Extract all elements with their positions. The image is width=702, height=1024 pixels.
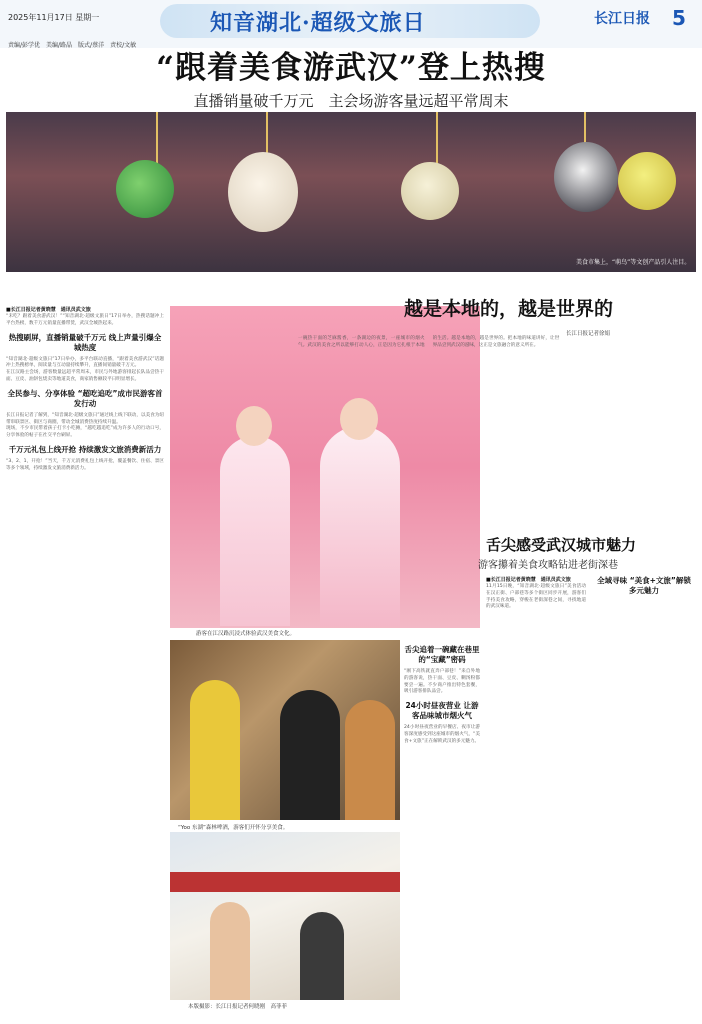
photo-market-booth [170,832,400,1000]
photo-credit: 本版摄影：长江日报记者何晓刚 高菲菲 [188,1004,288,1010]
story2-body [486,576,694,1016]
photo-caption-mid: 游客在江汉路沉浸式体验武汉美食文化。 [196,631,296,637]
main-article-column [6,306,164,1016]
story2-subhead: 游客攥着美食攻略钻进老街深巷 [478,560,618,571]
story2-column-left [404,640,480,1020]
story2-subtitle: 24小时昼夜营业 让游客品味城市烟火气 [405,701,479,721]
commentary-byline: 长江日报记者徐娟 [566,331,611,337]
article-subtitle: 热搜刷屏，直播销量破千万元 线上声量引爆全城热度 [8,332,162,352]
story2-byline: ■长江日报记者黄晓慧 通讯员武文旅 [486,577,571,583]
main-headline: “跟着美食游武汉”登上热搜 [156,50,546,86]
editor-credits: 责编/彭学优 美编/路晶 版式/蔡洋 责校/文敏 [8,42,137,49]
photo-crowd-beer [170,640,400,820]
article-paragraph: 长江日报记者了解到，“知音湖北·超级文旅日”通过线上线下联动，以美食为纽带串联景区、街区与商圈，带动全城消费热度持续升温。 [6,412,164,425]
commentary-body: 一碗热干面的芝麻酱香，一条湖边的夜景，一座城市的烟火气。武汉的美食之所以能够打动人心，正是因为它扎根于本地的生活。越是本地的，越是世界的。把本地的味道讲好，让世界品尝到武汉的滋味，这正是文旅融合的意义所在。 [298,336,560,348]
story2-subtitle: 舌尖追着一碗藏在巷里的“宝藏”密码 [404,645,480,664]
newspaper-logo: 长江日报 [594,11,650,27]
article-paragraph: 在江汉路主会场，游客数量远超平常周末，市民与外地游客排起长队品尝热干面、豆皮、油饼包烧卖等地道美食，商家销售额较平日明显增长。 [6,370,164,382]
section-title: 知音湖北·超级文旅日 [210,10,426,36]
issue-date: 2025年11月17日 星期一 [8,13,100,22]
story2-headline: 舌尖感受武汉城市魅力 [486,536,637,554]
main-subhead: 直播销量破千万元 主会场游客量远超平常周末 [193,92,509,110]
photo-caption-crowd: “Yoo 东湖”森林啤酒，游客们开怀分享美食。 [178,825,289,831]
commentary-headline: 越是本地的，越是世界的 [404,298,614,320]
photo-plush-ornaments [6,112,696,272]
article-subtitle: 全民参与、分享体验 “超吃追吃”成市民游客首发行动 [7,388,163,408]
article-paragraph: “3、2、1，开抢！”当天，千万元消费礼包上线开抢，覆盖餐饮、住宿、景区等多个领域，持续激发文旅消费新活力。 [6,458,164,471]
page-number: 5 [672,6,686,30]
story2-paragraph: 24小时昼夜营业的早餐店、夜市让游客深度感受到这座城市的烟火气，“美食+文旅”正在解锁武汉的多元魅力。 [404,725,480,744]
photo-caption-top: 美食市集上，“萌鸟”等文创产品引人注目。 [576,259,691,266]
article-paragraph: “知音湖北·超级文旅日”17日举办，多平台联动直播，“跟着美食游武汉”话题冲上热搜榜单，阅读量与互动量持续攀升，直播间销量破千万元。 [6,356,164,369]
article-paragraph: 现场，不少市民带着孩子打卡小吃摊，“越吃越追吃”成为许多人的行动口号，分享体验的帖子在社交平台刷屏。 [6,426,164,439]
article-lead: “未吃？跟着美食游武汉！”“知音湖北·超级文旅日”17日举办，热搜话题冲上平台热榜，数千万元销量直播带货，武汉全城热起来。 [6,314,164,326]
article-subtitle: 千万元礼包上线开抢 持续激发文旅消费新活力 [8,444,162,454]
story2-paragraph: 11月15日晚，“知音湖北·超级文旅日”美食活动在汉正街、户部巷等多个街区同步开展，游客们手持美食攻略，穿梭在老街深巷之间，寻找地道的武汉味道。 [486,584,586,610]
article-byline: ■长江日报记者黄晓慧 通讯员武文旅 [6,307,91,313]
story2-subtitle: 全域寻味 “美食+文旅”解锁多元魅力 [597,576,691,595]
story2-paragraph: “刚下高铁就直奔户部巷！”来自外地的游客说，热干面、豆皮、糊汤粉都要尝一遍。不少商户推出特色套餐，吸引游客排队品尝。 [404,669,480,695]
